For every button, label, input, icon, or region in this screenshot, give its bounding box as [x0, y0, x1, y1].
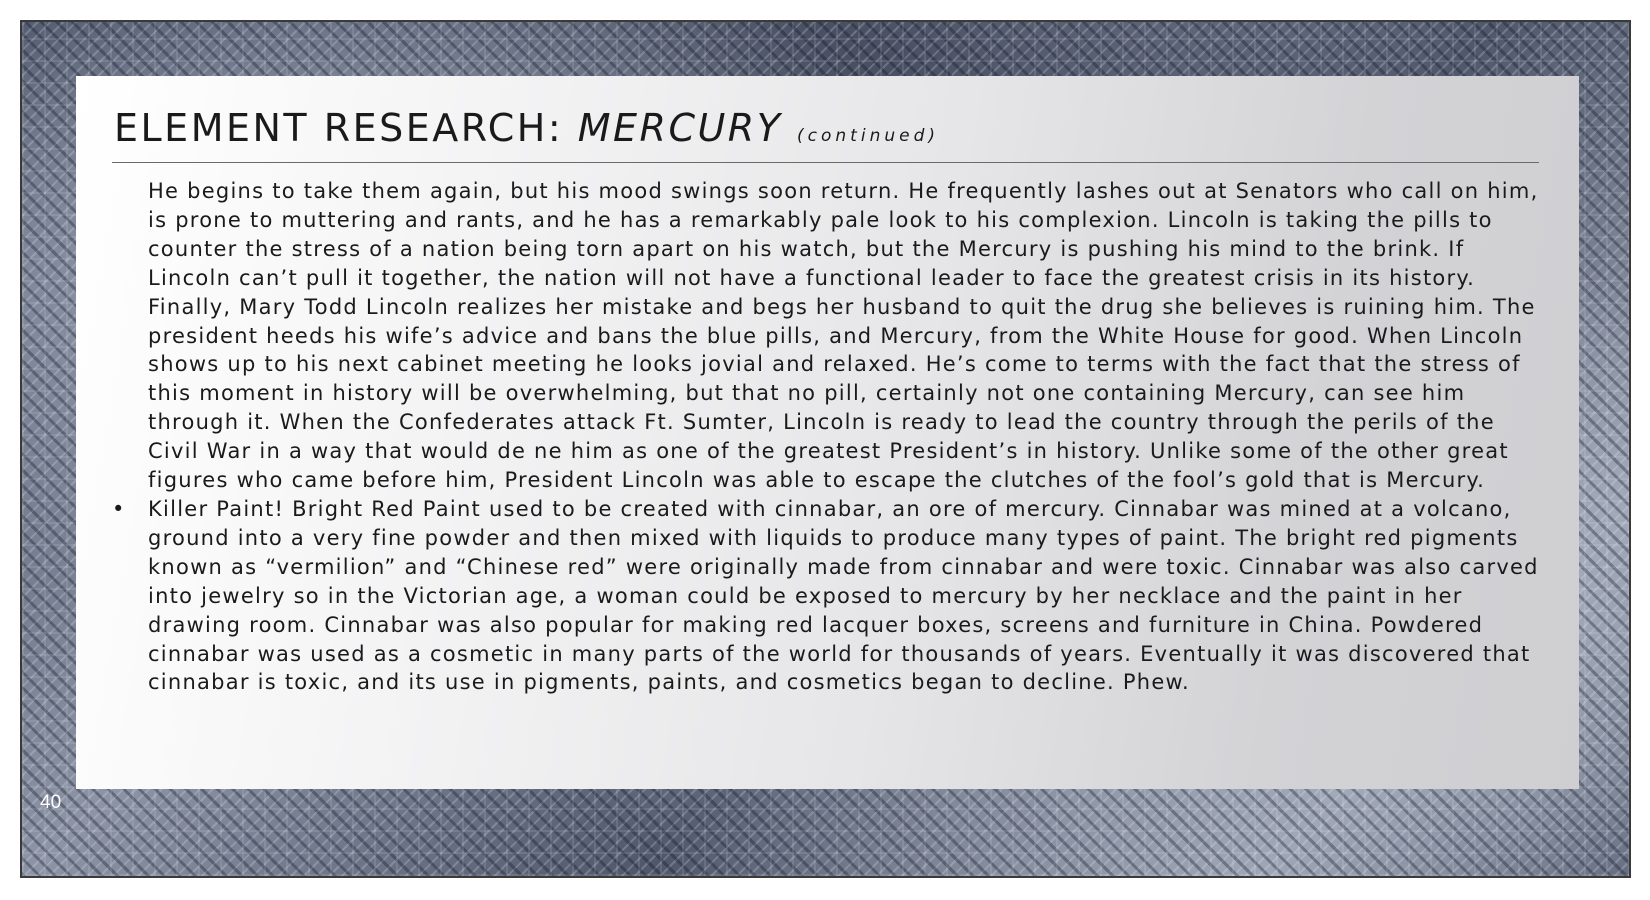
title-divider — [112, 162, 1539, 163]
title-continued-note: (continued) — [797, 126, 940, 146]
content-panel — [76, 76, 1579, 789]
bullet-text: Killer Paint! Bright Red Paint used to be created with cinnabar, an ore of mercury. Cinnabar was mined at a volcano, ground into a very fine powder and then mixed with liquids to produce many types of paint. The bright red pigments known as “vermilion” and “Chinese red” were originally made from cinnabar and were toxic. Cinnabar was also carved into jewelry so in the Victorian age, a woman could be exposed to mercury by her necklace and the paint in her drawing room. Cinnabar was also popular for making red lacquer boxes, screens and furniture in China. Powdered cinnabar was used as a cosmetic in many parts of the world for thousands of years. Eventually it was discovered that cinnabar is toxic, and its use in pigments, paints, and cosmetics began to decline. Phew. — [148, 496, 1539, 695]
body-text — [112, 177, 1543, 697]
page-number: 40 — [40, 792, 62, 813]
bullet-marker: • — [112, 496, 126, 521]
bullet-item-killer-paint — [112, 495, 1543, 697]
slide-page — [20, 20, 1631, 878]
title-prefix: ELEMENT RESEARCH: — [114, 106, 564, 150]
title-element-name: MERCURY — [577, 106, 783, 150]
continued-paragraph: He begins to take them again, but his mood swings soon return. He frequently lashes out at Senators who call on him, is prone to muttering and rants, and he has a remarkably pale look to his complexion. Lincoln is taking the pills to counter the stress of a nation being torn apart on his watch, but the Mercury is pushing his mind to the brink. If Lincoln can’t pull it together, the nation will not have a functional leader to face the greatest crisis in its history. Finally, Mary Todd Lincoln realizes her mistake and begs her husband to quit the drug she believes is ruining him. The president heeds his wife’s advice and bans the blue pills, and Mercury, from the White House for good. When Lincoln shows up to his next cabinet meeting he looks jovial and relaxed. He’s come to terms with the fact that the stress of this moment in history will be overwhelming, but that no pill, certainly not one containing Mercury, can see him through it. When the Confederates attack Ft. Sumter, Lincoln is ready to lead the country through the perils of the Civil War in a way that would de ne him as one of the greatest President’s in history. Unlike some of the other great figures who came before him, President Lincoln was able to escape the clutches of the fool’s gold that is Mercury. — [148, 179, 1539, 493]
page-title — [114, 106, 939, 150]
